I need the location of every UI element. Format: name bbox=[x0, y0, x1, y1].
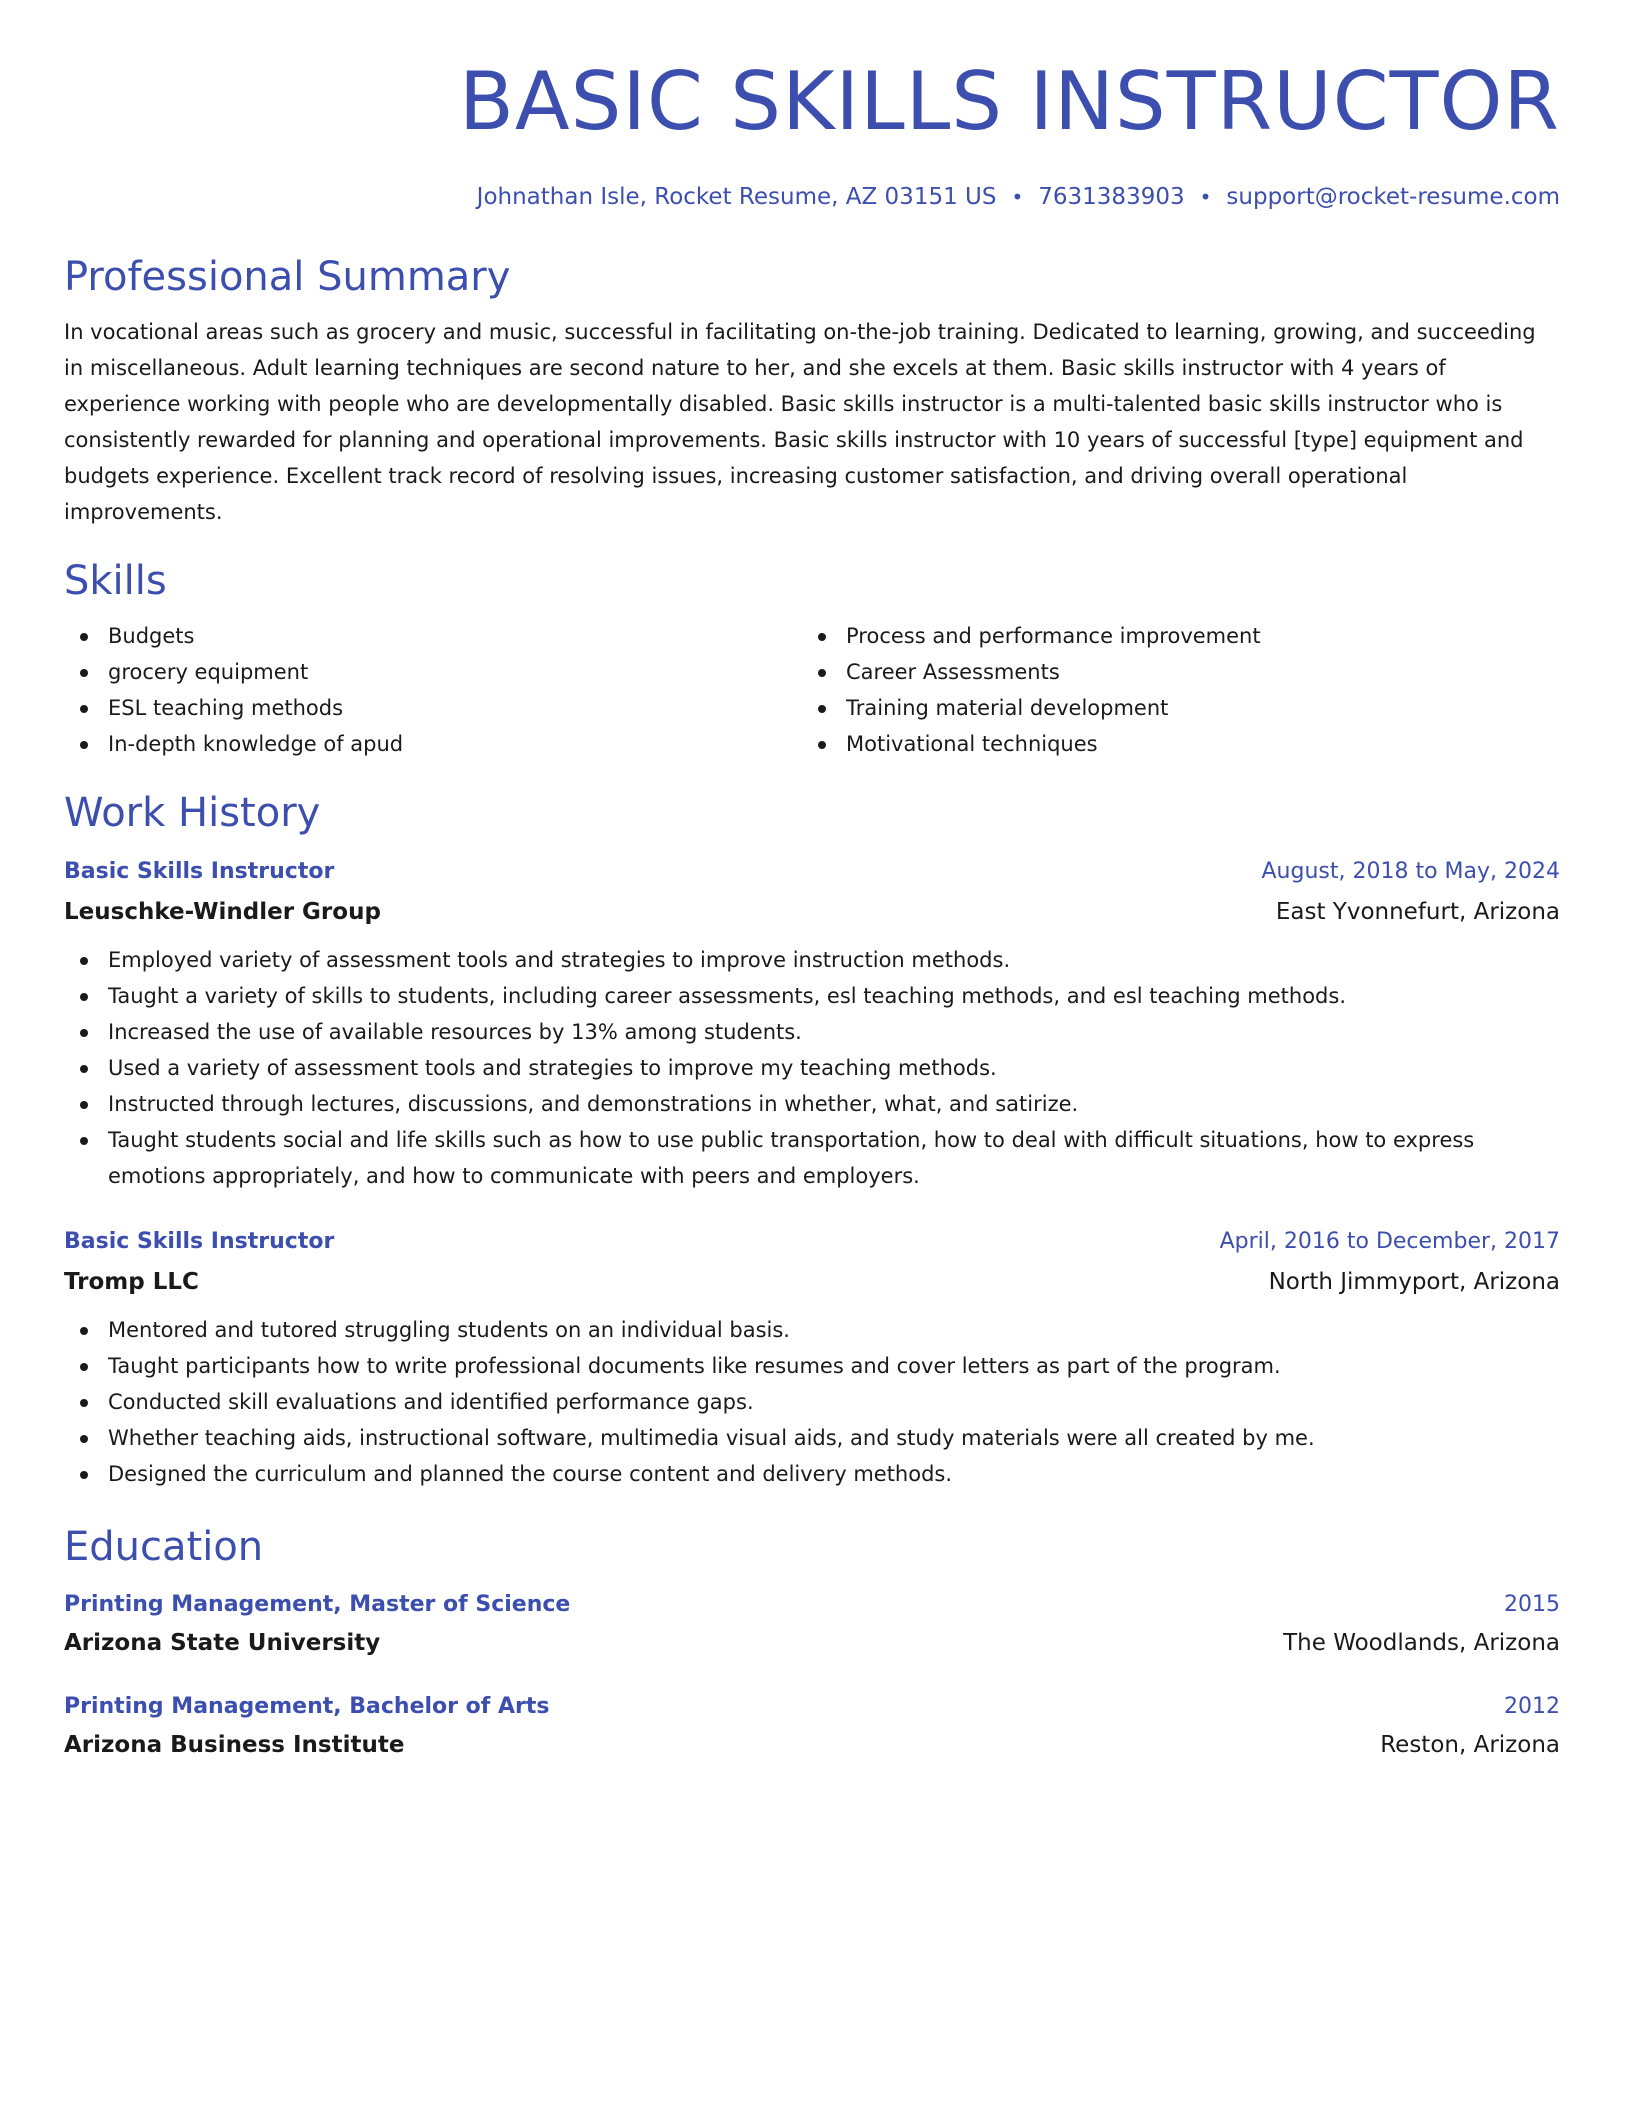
contact-email: support@rocket-resume.com bbox=[1226, 184, 1560, 210]
job-entry bbox=[64, 852, 1560, 1194]
education-entry bbox=[64, 1586, 1560, 1662]
job-header-row bbox=[64, 1222, 1560, 1262]
skills-heading: Skills bbox=[64, 558, 167, 604]
skill-item: In-depth knowledge of apud bbox=[64, 726, 802, 762]
contact-separator: • bbox=[1199, 185, 1212, 209]
education-header-row bbox=[64, 1586, 1560, 1624]
contact-phone: 7631383903 bbox=[1038, 184, 1185, 210]
job-company-row bbox=[64, 1262, 1560, 1302]
job-dates: April, 2016 to December, 2017 bbox=[1219, 1229, 1560, 1254]
resume-page bbox=[64, 54, 1560, 1764]
job-header-row bbox=[64, 852, 1560, 892]
skill-item: Career Assessments bbox=[802, 654, 1540, 690]
work-history-heading: Work History bbox=[64, 790, 321, 836]
job-bullet: Conducted skill evaluations and identified performance gaps. bbox=[64, 1384, 1560, 1420]
skills-column-right bbox=[802, 618, 1540, 762]
job-bullet: Taught students social and life skills such as how to use public transportation, how to deal with difficult situations, how to express emotions appropriately, and how to communicate with peers and employers. bbox=[64, 1122, 1560, 1194]
job-bullet: Instructed through lectures, discussions, and demonstrations in whether, what, and satirize. bbox=[64, 1086, 1560, 1122]
job-bullet: Whether teaching aids, instructional software, multimedia visual aids, and study materials were all created by me. bbox=[64, 1420, 1560, 1456]
job-bullets bbox=[64, 942, 1560, 1194]
job-bullet: Taught a variety of skills to students, including career assessments, esl teaching methods, and esl teaching methods. bbox=[64, 978, 1560, 1014]
education-heading: Education bbox=[64, 1524, 264, 1570]
job-bullet: Increased the use of available resources by 13% among students. bbox=[64, 1014, 1560, 1050]
job-dates: August, 2018 to May, 2024 bbox=[1261, 859, 1560, 884]
summary-text: In vocational areas such as grocery and music, successful in facilitating on-the-job training. Dedicated to learning, growing, and succeeding in miscellaneous. Adult learning techniques are second nature to her, and she excels at them. Basic skills instructor with 4 years of experience working with people who are developmentally disabled. Basic skills instructor is a multi-talented basic skills instructor who is consistently rewarded for planning and operational improvements. Basic skills instructor with 10 years of successful [type] equipment and budgets experience. Excellent track record of resolving issues, increasing customer satisfaction, and driving overall operational improvements. bbox=[64, 320, 1536, 524]
education-school-row bbox=[64, 1624, 1560, 1662]
skill-item: Motivational techniques bbox=[802, 726, 1540, 762]
contact-line bbox=[64, 182, 1560, 212]
job-entry bbox=[64, 1222, 1560, 1492]
job-bullets bbox=[64, 1312, 1560, 1492]
skill-item: Budgets bbox=[64, 618, 802, 654]
education-location: The Woodlands, Arizona bbox=[1283, 1630, 1560, 1656]
job-bullet: Employed variety of assessment tools and strategies to improve instruction methods. bbox=[64, 942, 1560, 978]
education-school: Arizona Business Institute bbox=[64, 1732, 405, 1758]
skills-list bbox=[64, 618, 1560, 762]
job-company: Leuschke-Windler Group bbox=[64, 899, 381, 925]
job-title: Basic Skills Instructor bbox=[64, 859, 335, 884]
job-bullet: Designed the curriculum and planned the course content and delivery methods. bbox=[64, 1456, 1560, 1492]
education-year: 2012 bbox=[1504, 1694, 1560, 1719]
education-location: Reston, Arizona bbox=[1380, 1732, 1560, 1758]
skill-item: grocery equipment bbox=[64, 654, 802, 690]
skill-item: Process and performance improvement bbox=[802, 618, 1540, 654]
education-entry bbox=[64, 1688, 1560, 1764]
job-location: North Jimmyport, Arizona bbox=[1268, 1269, 1560, 1295]
skill-item: Training material development bbox=[802, 690, 1540, 726]
job-company-row bbox=[64, 892, 1560, 932]
job-bullet: Taught participants how to write professional documents like resumes and cover letters as part of the program. bbox=[64, 1348, 1560, 1384]
job-title: Basic Skills Instructor bbox=[64, 1229, 335, 1254]
skill-item: ESL teaching methods bbox=[64, 690, 802, 726]
contact-address: Johnathan Isle, Rocket Resume, AZ 03151 US bbox=[476, 184, 997, 210]
job-company: Tromp LLC bbox=[64, 1269, 199, 1295]
education-school: Arizona State University bbox=[64, 1630, 381, 1656]
education-degree: Printing Management, Master of Science bbox=[64, 1592, 571, 1617]
resume-name: BASIC SKILLS INSTRUCTOR bbox=[459, 55, 1560, 148]
education-degree: Printing Management, Bachelor of Arts bbox=[64, 1694, 550, 1719]
education-header-row bbox=[64, 1688, 1560, 1726]
contact-separator: • bbox=[1011, 185, 1024, 209]
education-year: 2015 bbox=[1504, 1592, 1560, 1617]
job-bullet: Mentored and tutored struggling students on an individual basis. bbox=[64, 1312, 1560, 1348]
education-school-row bbox=[64, 1726, 1560, 1764]
summary-heading: Professional Summary bbox=[64, 254, 511, 300]
skills-column-left bbox=[64, 618, 802, 762]
job-location: East Yvonnefurt, Arizona bbox=[1275, 899, 1560, 925]
job-bullet: Used a variety of assessment tools and strategies to improve my teaching methods. bbox=[64, 1050, 1560, 1086]
